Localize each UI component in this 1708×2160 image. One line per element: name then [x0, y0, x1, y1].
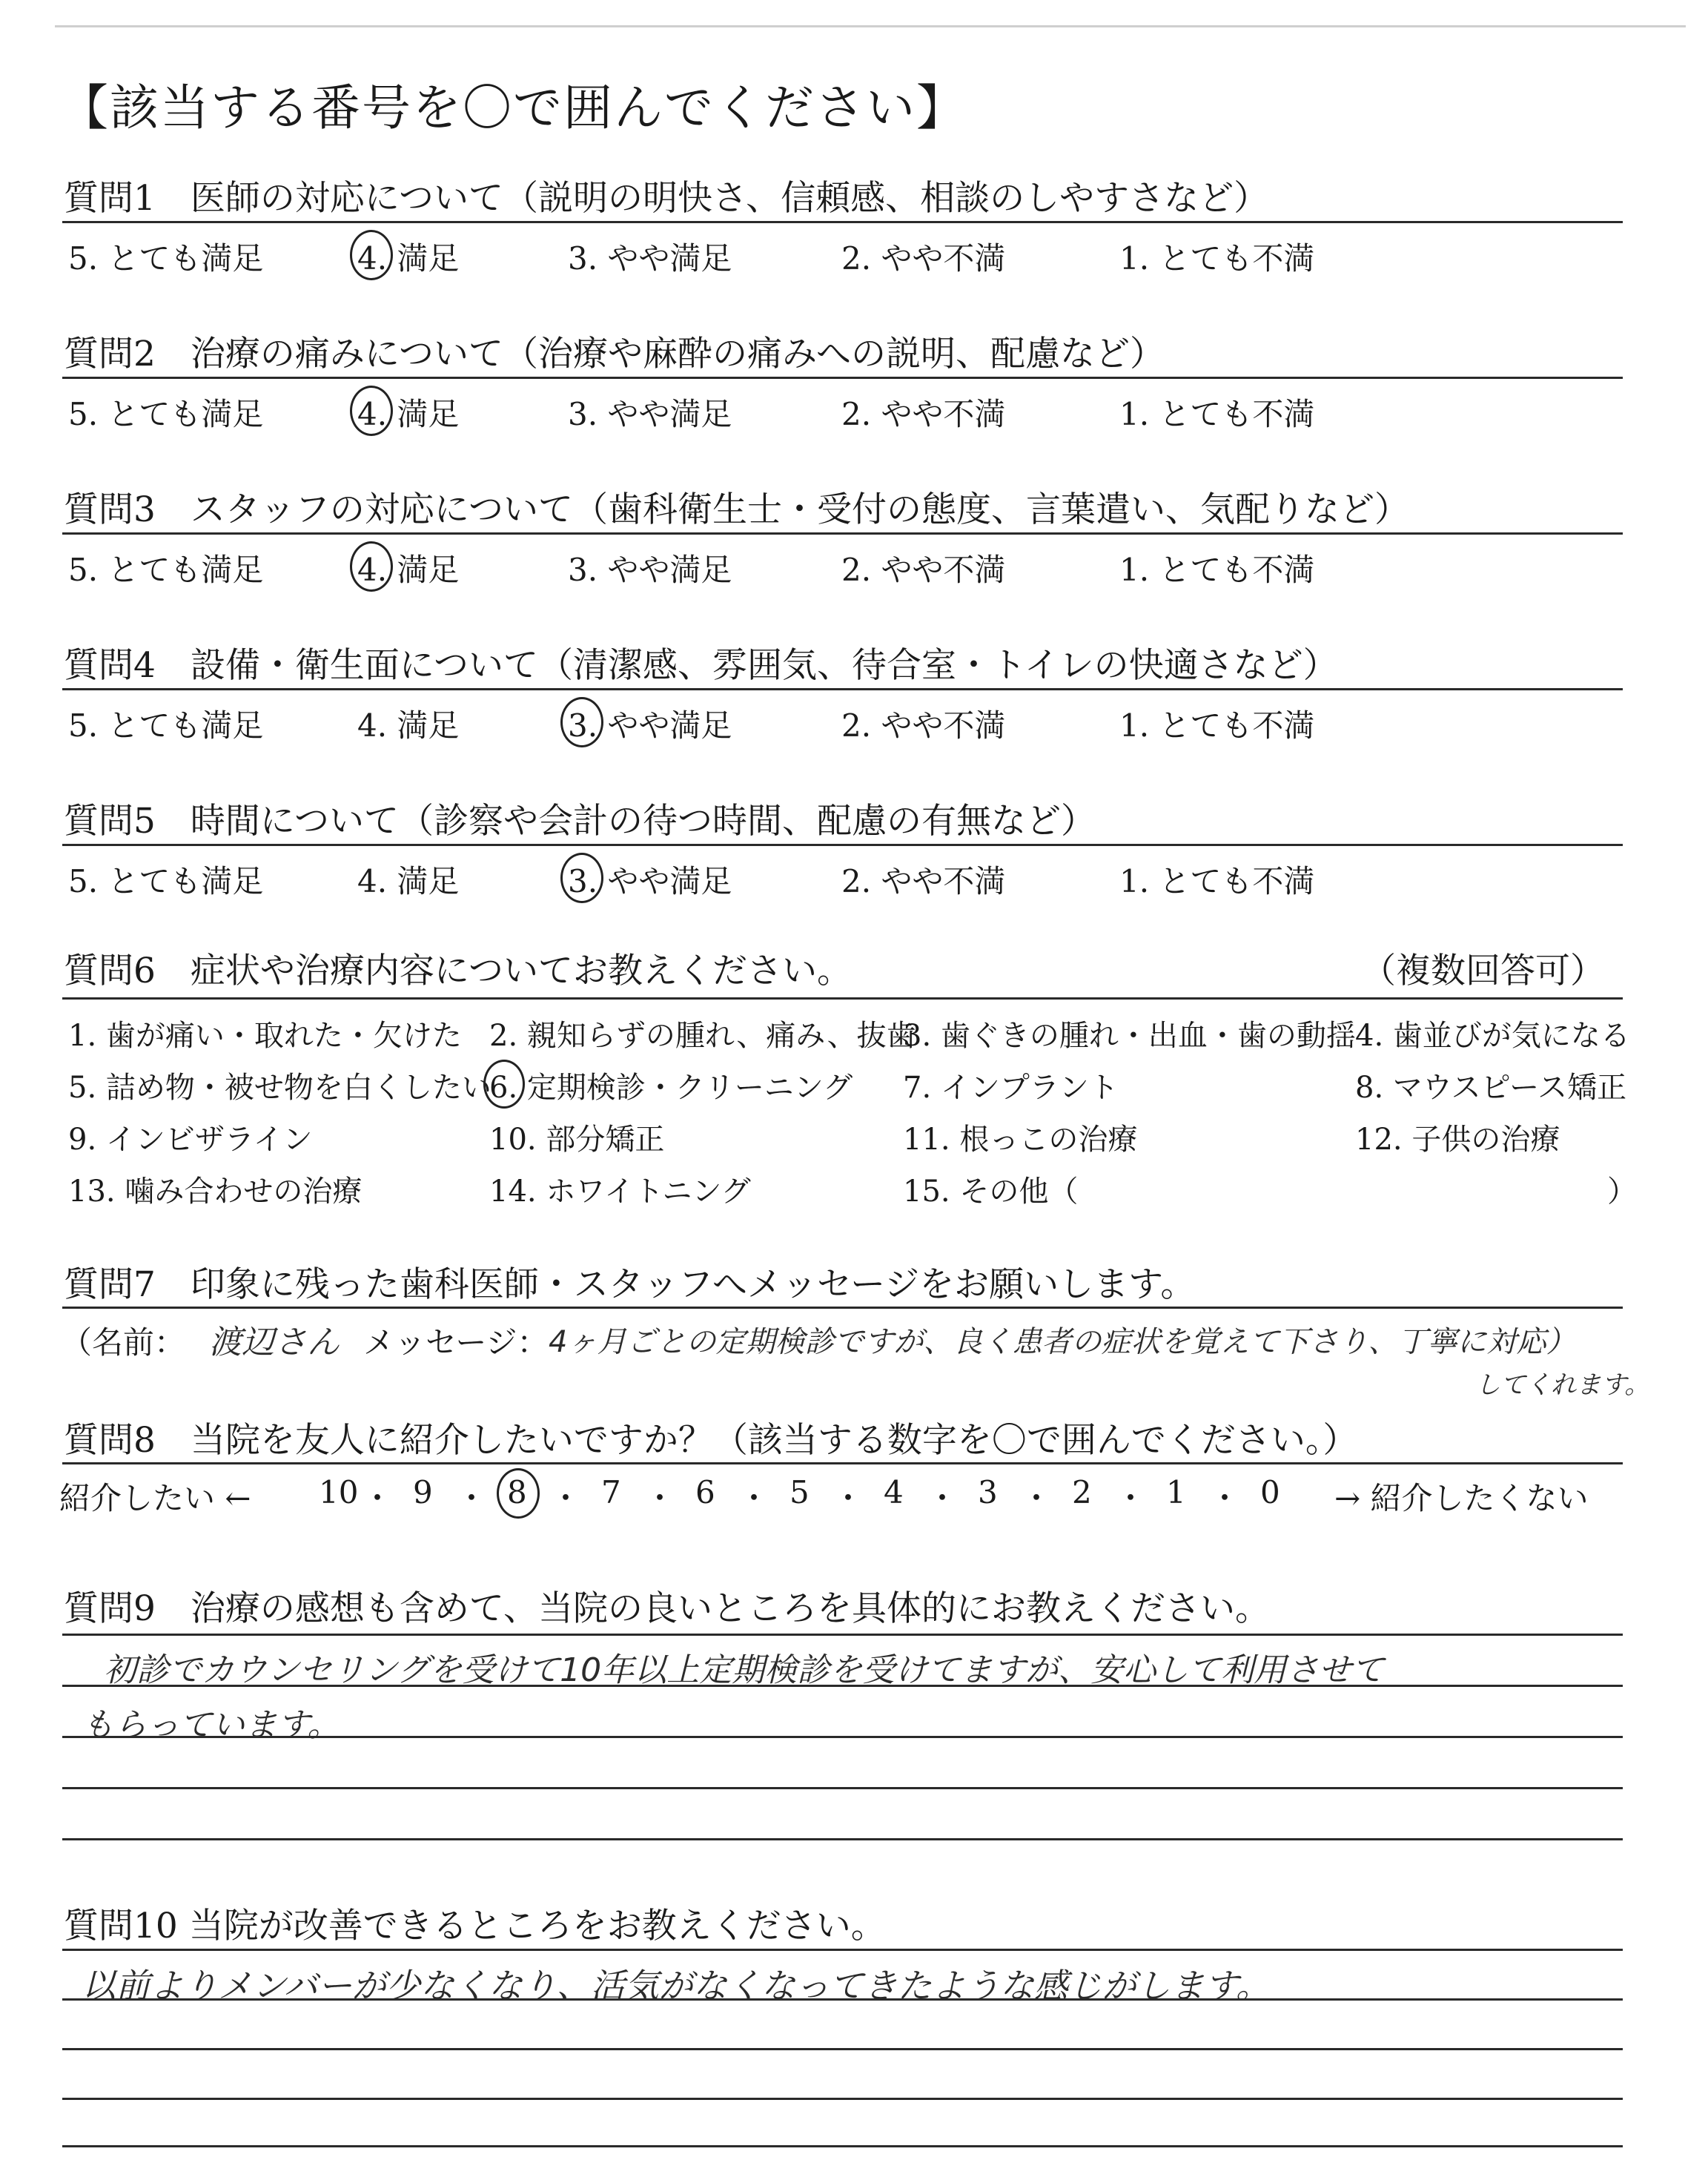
q8-separator: ・: [1209, 1480, 1241, 1516]
q6-option-5[interactable]: 5. 詰め物・被せ物を白くしたい: [68, 1071, 491, 1105]
q4-option-5[interactable]: 5. とても満足: [68, 707, 264, 744]
q7-message-label: メッセージ：: [363, 1324, 549, 1361]
q5-option-3[interactable]: 3. やや満足: [568, 863, 732, 899]
q4-option-2[interactable]: 2. やや不満: [841, 707, 1006, 744]
q7-name-label: （名前：: [61, 1324, 186, 1361]
q3-option-5[interactable]: 5. とても満足: [68, 552, 264, 588]
q8-scale-9[interactable]: 9: [413, 1474, 433, 1510]
q4-title: 質問4 設備・衛生面について（清潔感、雰囲気、待合室・トイレの快適さなど）: [64, 645, 1338, 686]
q8-scale-6[interactable]: 6: [695, 1474, 715, 1510]
q8-selected-circle: [497, 1468, 540, 1519]
q8-separator: ・: [833, 1480, 864, 1516]
q8-separator: ・: [362, 1480, 394, 1516]
q8-separator: ・: [456, 1480, 488, 1516]
q2-rule: [62, 377, 1623, 379]
q9-rule-4: [62, 1838, 1623, 1840]
q6-option-1[interactable]: 1. 歯が痛い・取れた・欠けた: [68, 1019, 462, 1053]
q2-option-4[interactable]: 4. 満足: [357, 396, 460, 432]
q3-option-1[interactable]: 1. とても不満: [1119, 552, 1315, 588]
q5-selected-circle: [560, 853, 603, 903]
top-border: [55, 0, 1686, 27]
q8-scale-4[interactable]: 4: [884, 1474, 904, 1510]
q2-selected-circle: [350, 386, 393, 436]
q4-option-4[interactable]: 4. 満足: [357, 707, 460, 744]
q9-answer-line2: もらっています。: [82, 1706, 340, 1744]
q1-option-3[interactable]: 3. やや満足: [568, 240, 732, 277]
q10-title: 質問10 当院が改善できるところをお教えください。: [64, 1906, 886, 1946]
q5-rule: [62, 844, 1623, 846]
q8-scale-1[interactable]: 1: [1166, 1474, 1186, 1510]
q3-selected-circle: [350, 541, 393, 592]
q5-title: 質問5 時間について（診察や会計の待つ時間、配慮の有無など）: [64, 801, 1096, 842]
q9-rule-0: [62, 1634, 1623, 1636]
q6-option-15[interactable]: 15. その他（: [903, 1175, 1079, 1209]
q3-option-4[interactable]: 4. 満足: [357, 552, 460, 588]
q10-answer-line1: 以前よりメンバーが少なくなり、活気がなくなってきたような感じがします。: [82, 1966, 1271, 2006]
q8-separator: ・: [1021, 1480, 1053, 1516]
q8-scale-5[interactable]: 5: [790, 1474, 810, 1510]
q7-message-line2: してくれます。: [1475, 1370, 1650, 1400]
q6-option-7[interactable]: 7. インプラント: [903, 1071, 1119, 1105]
q5-option-5[interactable]: 5. とても満足: [68, 863, 264, 899]
q6-other-close-paren: ）: [1607, 1175, 1637, 1209]
q8-rule: [62, 1462, 1623, 1464]
q4-selected-circle: [560, 697, 603, 747]
q3-rule: [62, 532, 1623, 535]
q8-separator: ・: [927, 1480, 959, 1516]
q8-separator: ・: [644, 1480, 676, 1516]
q8-left-label: 紹介したい ←: [59, 1480, 251, 1516]
q2-option-2[interactable]: 2. やや不満: [841, 396, 1006, 432]
q10-rule-2: [62, 2048, 1623, 2050]
q6-option-3[interactable]: 3. 歯ぐきの腫れ・出血・歯の動揺: [903, 1019, 1356, 1053]
q9-title: 質問9 治療の感想も含めて、当院の良いところを具体的にお教えください。: [64, 1588, 1270, 1629]
q2-title: 質問2 治療の痛みについて（治療や麻酔の痛みへの説明、配慮など）: [64, 334, 1165, 374]
q6-option-6[interactable]: 6. 定期検診・クリーニング: [489, 1071, 853, 1105]
q1-title: 質問1 医師の対応について（説明の明快さ、信頼感、相談のしやすさなど）: [64, 178, 1269, 219]
q2-option-5[interactable]: 5. とても満足: [68, 396, 264, 432]
q10-rule-0: [62, 1949, 1623, 1951]
q2-option-1[interactable]: 1. とても不満: [1119, 396, 1315, 432]
q9-rule-3: [62, 1787, 1623, 1789]
q5-option-1[interactable]: 1. とても不満: [1119, 863, 1315, 899]
q7-title: 質問7 印象に残った歯科医師・スタッフへメッセージをお願いします。: [64, 1264, 1196, 1305]
q5-option-2[interactable]: 2. やや不満: [841, 863, 1006, 899]
q4-option-3[interactable]: 3. やや満足: [568, 707, 732, 744]
q7-name-value: 渡辺さん: [209, 1324, 340, 1361]
q6-option-9[interactable]: 9. インビザライン: [68, 1123, 313, 1157]
q6-option-8[interactable]: 8. マウスピース矯正: [1355, 1071, 1627, 1105]
q8-separator: ・: [1115, 1480, 1147, 1516]
q8-scale-8[interactable]: 8: [507, 1474, 527, 1510]
q1-rule: [62, 221, 1623, 223]
q8-separator: ・: [738, 1480, 770, 1516]
q5-option-4[interactable]: 4. 満足: [357, 863, 460, 899]
q7-message-line1: 4ヶ月ごとの定期検診ですが、良く患者の症状を覚えて下さり、丁寧に対応）: [549, 1325, 1576, 1359]
q6-option-10[interactable]: 10. 部分矯正: [489, 1123, 665, 1157]
q3-title: 質問3 スタッフの対応について（歯科衛生士・受付の態度、言葉遣い、気配りなど）: [64, 489, 1409, 530]
q6-rule: [62, 997, 1623, 1000]
q10-rule-3: [62, 2098, 1623, 2100]
q1-option-5[interactable]: 5. とても満足: [68, 240, 264, 277]
q8-scale-0[interactable]: 0: [1260, 1474, 1280, 1510]
q6-option-11[interactable]: 11. 根っこの治療: [903, 1123, 1138, 1157]
q1-option-1[interactable]: 1. とても不満: [1119, 240, 1315, 277]
q6-title: 質問6 症状や治療内容についてお教えください。: [64, 951, 852, 991]
q4-rule: [62, 688, 1623, 690]
q8-scale-2[interactable]: 2: [1072, 1474, 1092, 1510]
q6-option-2[interactable]: 2. 親知らずの腫れ、痛み、抜歯: [489, 1019, 916, 1053]
q9-answer-line1: 初診でカウンセリングを受けて10年以上定期検診を受けてますが、安心して利用させて: [104, 1651, 1385, 1689]
q8-right-label: → 紹介したくない: [1334, 1480, 1589, 1516]
q1-option-4[interactable]: 4. 満足: [357, 240, 460, 277]
q2-option-3[interactable]: 3. やや満足: [568, 396, 732, 432]
page-title: 【該当する番号を〇で囲んでください】: [59, 79, 967, 136]
q8-title: 質問8 当院を友人に紹介したいですか？（該当する数字を〇で囲んでください。）: [64, 1420, 1358, 1461]
q1-selected-circle: [350, 230, 393, 280]
q4-option-1[interactable]: 1. とても不満: [1119, 707, 1315, 744]
q3-option-3[interactable]: 3. やや満足: [568, 552, 732, 588]
q8-scale-7[interactable]: 7: [601, 1474, 621, 1510]
q6-option-14[interactable]: 14. ホワイトニング: [489, 1175, 751, 1209]
q1-option-2[interactable]: 2. やや不満: [841, 240, 1006, 277]
q6-option-13[interactable]: 13. 噛み合わせの治療: [68, 1175, 363, 1209]
q6-option-12[interactable]: 12. 子供の治療: [1355, 1123, 1560, 1157]
q6-selected-circle: [483, 1060, 525, 1109]
q8-scale-10[interactable]: 10: [319, 1474, 359, 1510]
q6-option-4[interactable]: 4. 歯並びが気になる: [1355, 1019, 1630, 1053]
q7-rule: [62, 1307, 1623, 1309]
q8-scale-3[interactable]: 3: [978, 1474, 998, 1510]
q8-separator: ・: [550, 1480, 582, 1516]
q3-option-2[interactable]: 2. やや不満: [841, 552, 1006, 588]
q10-rule-4: [62, 2145, 1623, 2147]
q6-note: （複数回答可）: [1361, 951, 1605, 991]
